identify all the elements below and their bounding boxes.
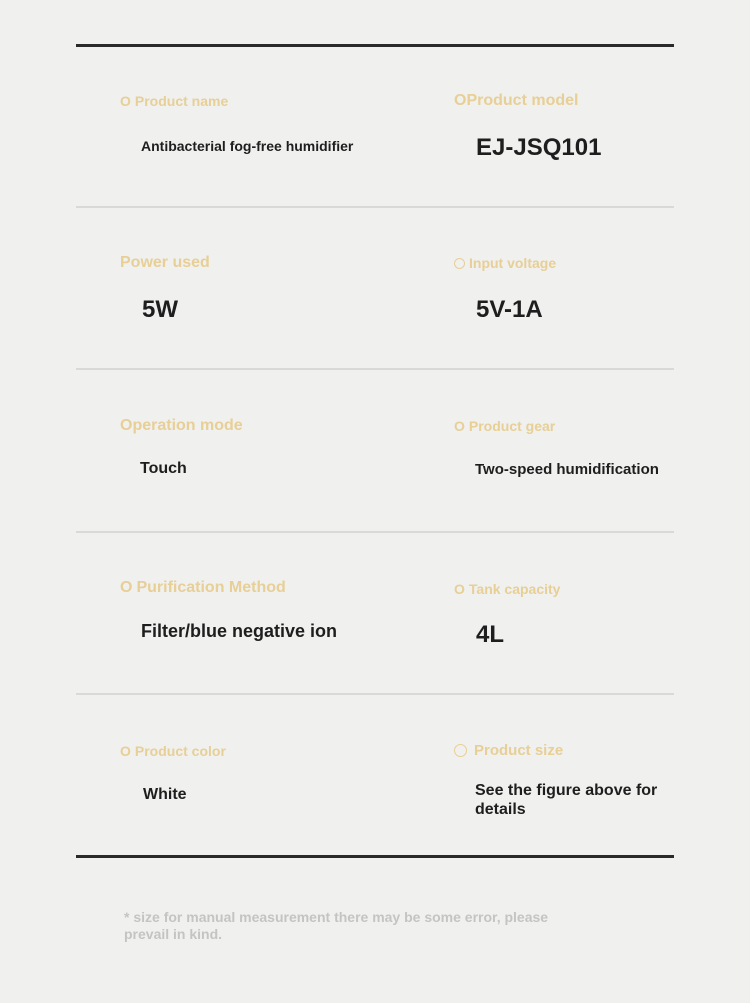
spec-value-product-name: Antibacterial fog-free humidifier (141, 138, 354, 154)
spec-value-product-model: EJ-JSQ101 (476, 134, 602, 161)
row-divider (76, 531, 674, 533)
bullet-o: O (454, 418, 465, 434)
spec-label-product-model: O Product model (454, 92, 579, 109)
spec-value-operation-mode: Touch (140, 460, 187, 477)
row-divider (76, 368, 674, 370)
circle-icon (454, 744, 467, 757)
spec-label-product-name: O Product name (120, 93, 229, 109)
spec-value-purification-method: Filter/blue negative ion (141, 621, 338, 641)
spec-label-product-gear: O Product gear (454, 418, 556, 434)
circle-icon (454, 258, 465, 269)
spec-label-tank-capacity: O Tank capacity (454, 581, 561, 597)
spec-label-product-size: Product size (454, 742, 563, 759)
spec-value-tank-capacity: 4L (476, 621, 505, 648)
bottom-rule (76, 855, 674, 858)
spec-label-product-color: O Product color (120, 743, 226, 759)
measurement-note: * size for manual measurement there may be some error, please prevail in kind. (124, 909, 549, 942)
bullet-o: O (120, 579, 133, 596)
row-divider (76, 206, 674, 208)
spec-value-product-gear: Two-speed humidification (475, 461, 659, 478)
spec-label-input-voltage: Input voltage (454, 255, 556, 271)
spec-label-operation-mode: Operation mode (120, 417, 243, 434)
top-rule (76, 44, 674, 47)
row-divider (76, 693, 674, 695)
bullet-o: O (120, 93, 131, 109)
spec-value-power-used: 5W (142, 296, 178, 323)
bullet-o: O (454, 581, 465, 597)
spec-value-product-color: White (143, 786, 187, 803)
spec-label-purification-method: O Purification Method (120, 579, 286, 596)
spec-value-product-size: See the figure above for details (475, 782, 658, 818)
bullet-o: O (454, 92, 467, 109)
spec-value-input-voltage: 5V-1A (476, 296, 543, 323)
bullet-o: O (120, 743, 131, 759)
spec-label-power-used: Power used (120, 254, 210, 271)
